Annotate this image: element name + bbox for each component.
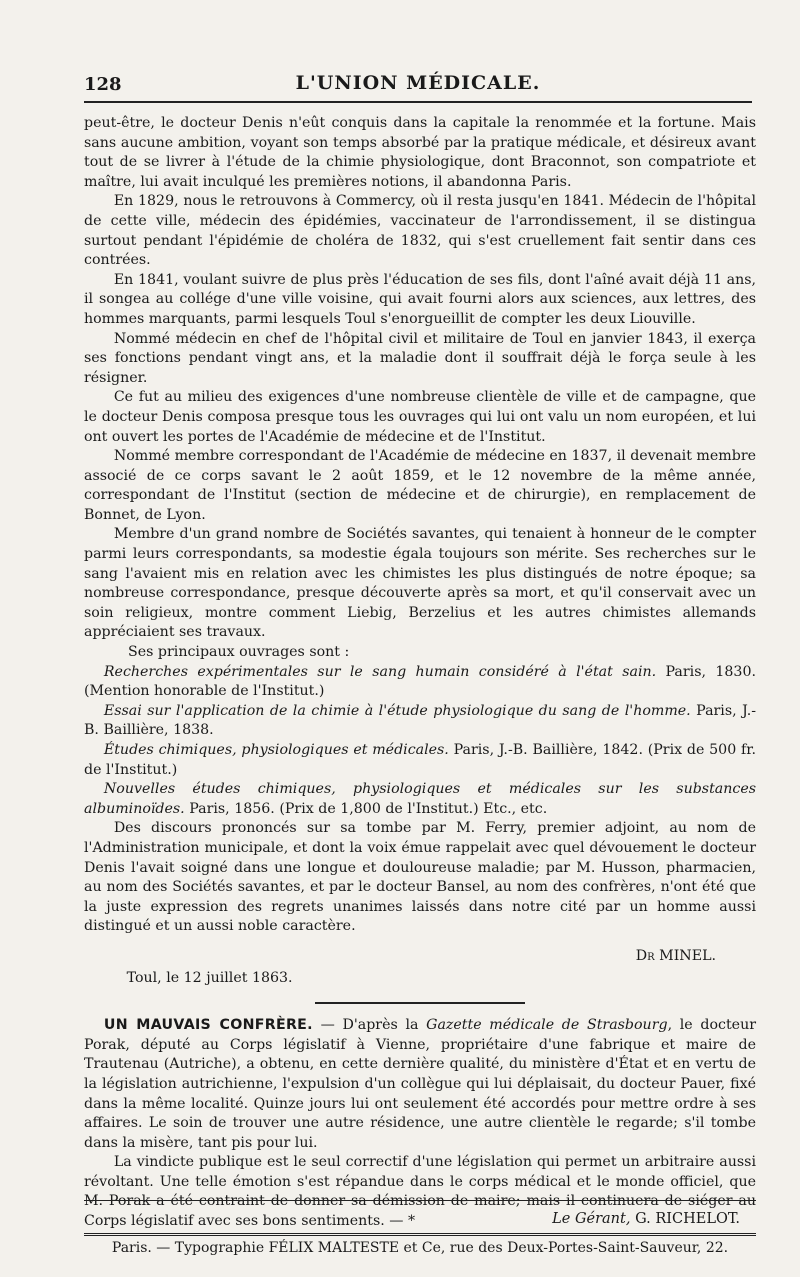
work-entry <box>84 663 756 702</box>
paragraph: Nommé médecin en chef de l'hôpital civil et militaire de Toul en janvier 1843, il exerça ses fonctions pendant vingt ans, et la maladie dont il souffrait déjà le força seule à les résigner. <box>84 330 756 386</box>
news-paragraph-2: La vindicte publique est le seul correctif d'une législation qui permet un arbitraire aussi révoltant. Une telle émotion s'est répandue dans le corps médical et le monde officiel, que M. Porak a été contraint de donner sa démission de maire; mais il continuera de siéger au Corps législatif avec ses bons sentiments. — * <box>84 1154 756 1230</box>
paragraph: En 1829, nous le retrouvons à Commercy, où il resta jusqu'en 1841. Médecin de l'hôpital de cette ville, médecin des épidémies, vaccinateur de l'arrondissement, il se distingua surtout pendant l'épidémie de choléra de 1832, qui s'est cruellement fait sentir dans ces contrées. <box>84 193 756 269</box>
news-lead: — D'après la <box>312 1017 427 1034</box>
page-header <box>84 70 752 98</box>
article-body <box>84 114 756 1232</box>
work-title: Recherches expérimentales sur le sang humain considéré à l'état sain. <box>103 663 657 680</box>
news-paragraph <box>84 1016 756 1153</box>
gerant-label: Le Gérant, <box>552 1211 631 1227</box>
work-title: Nouvelles études chimiques, physiologiques et médicales sur les substances albuminoïdes. <box>84 781 756 817</box>
paragraph: peut-être, le docteur Denis n'eût conquis dans la capitale la renommée et la fortune. Mais sans aucune ambition, voyant son temps absorbé par la pratique médicale, et désireux avant tout de se livrer à l'étude de la chimie physiologique, dont Braconnot, son compatriote et maître, lui avait inculqué les premières notions, il abandonna Paris. <box>84 115 756 190</box>
work-details: Paris, 1830. (Mention honorable de l'Institut.) <box>84 663 756 700</box>
work-entry <box>84 702 756 741</box>
funeral-paragraph: Des discours prononcés sur sa tombe par M. Ferry, premier adjoint, au nom de l'Administration municipale, et dont la voix émue rappelait avec quel dévouement le docteur Denis l'avait soigné dans une longue et douloureuse maladie; par M. Husson, pharmacien, au nom des Sociétés savantes, et par le docteur Bansel, au nom des confrères, n'ont été que la juste expression des regrets unanimes laissés dans notre cité par un homme aussi distingué et un aussi noble caractère. <box>84 820 756 935</box>
gerant-line <box>552 1211 740 1227</box>
paragraph: Nommé membre correspondant de l'Académie de médecine en 1837, il devenait membre associé de ce corps savant le 2 août 1859, et le 12 novembre de la même année, correspondant de l'Institut (section de médecine et de chirurgie), en remplacement de Bonnet, de Lyon. <box>84 448 756 523</box>
footer-double-rule <box>84 1233 756 1238</box>
signature-row <box>84 947 756 967</box>
work-title: Études chimiques, physiologiques et médicales. <box>103 742 449 758</box>
dateline: Toul, le 12 juillet 1863. <box>126 969 293 986</box>
header-rule <box>84 101 752 103</box>
running-title: L'UNION MÉDICALE. <box>295 72 541 94</box>
work-details: Paris, J.-B. Baillière, 1842. (Prix de 500 fr. de l'Institut.) <box>84 742 756 778</box>
paragraph: En 1841, voulant suivre de plus près l'éducation de ses fils, dont l'aîné avait déjà 11 ans, il songea au collége d'une ville voisine, qui avait fourni alors aux sciences, aux lettres, des hommes marquants, parmi lesquels Toul s'enorgueillit de compter les deux Liouville. <box>84 271 756 327</box>
works-intro: Ses principaux ouvrages sont : <box>128 644 350 661</box>
signature-name: Dr MINEL. <box>635 947 716 964</box>
gerant-name: G. RICHELOT. <box>635 1211 740 1227</box>
paragraph: Ce fut au milieu des exigences d'une nombreuse clientèle de ville et de campagne, que le docteur Denis composa presque tous les ouvrages qui lui ont valu un nom européen, et lui ont ouvert les portes de l'Académie de médecine et de l'Institut. <box>84 389 756 445</box>
work-entry <box>84 741 756 780</box>
work-details: Paris, 1856. (Prix de 1,800 de l'Institut.) Etc., etc. <box>184 800 548 817</box>
paragraph: Membre d'un grand nombre de Sociétés savantes, qui tenaient à honneur de le compter parmi leurs correspondants, sa modestie égala toujours son mérite. Ses recherches sur le sang l'avaient mis en relation avec les chimistes les plus distingués de notre époque; sa nombreuse correspondance, presque découverte après sa mort, et qu'il conservait avec un soin religieux, montre comment Liebig, Berzelius et les autres chimistes allemands appréciaient ses travaux. <box>84 526 756 641</box>
section-divider <box>315 1002 525 1004</box>
printer-imprint: Paris. — Typographie FÉLIX MALTESTE et Ce, rue des Deux-Portes-Saint-Sauveur, 22. <box>111 1240 729 1256</box>
news-source: Gazette médicale de Strasbourg <box>426 1017 668 1034</box>
work-title: Essai sur l'application de la chimie à l'étude physiologique du sang de l'homme. <box>103 702 691 719</box>
work-entry <box>84 780 756 819</box>
news-heading: UN MAUVAIS CONFRÈRE. <box>103 1017 313 1034</box>
work-details: Paris, J.-B. Baillière, 1838. <box>84 702 756 739</box>
footer-rule <box>84 1200 756 1201</box>
news-text: , le docteur Porak, député au Corps législatif à Vienne, propriétaire d'une fabrique et maire de Trautenau (Autriche), a obtenu, en cette dernière qualité, du ministère d'État et en vertu de la législation autrichienne, l'expulsion d'un collègue qui lui déplaisait, du docteur Pauer, fixé dans la même localité. Quinze jours lui ont seulement été accordés pour mettre ordre à ses affaires. Le soin de trouver une autre résidence, une autre clientèle le regarde; s'il tombe dans la misère, tant pis pour lui. <box>84 1017 756 1151</box>
page-number: 128 <box>84 74 122 95</box>
